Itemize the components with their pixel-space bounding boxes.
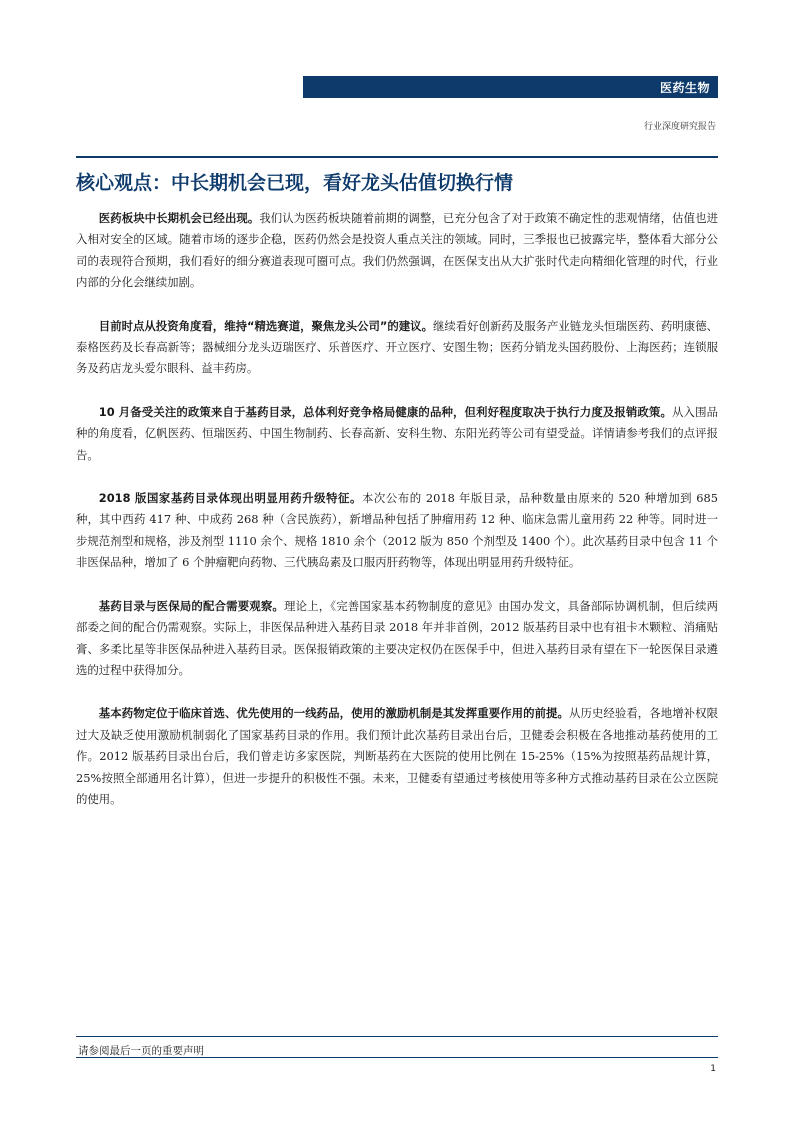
footer-divider-bottom [76,1057,718,1058]
report-type-label: 行业深度研究报告 [643,122,716,132]
paragraph-text: 本次公布的 2018 年版目录，品种数量由原来的 520 种增加到 685 种，其中西药 417 种、中成药 268 种（含民族药），新增品种包括了肿瘤用药 12 种、临床急需儿童用药 22 种等。同时进一步规范剂型和规格，涉及剂型 1110 余个、规格 1810 余个（2012 版为 850 个剂型及 1400 个）。此次基药目录中包含 11 个非医保品种，增加了 6 个肿瘤靶向药物、三代胰岛素及口服丙肝药物等，体现出明显用药升级特征。 [76,491,719,570]
paragraph-lead: 基本药物定位于临床首选、优先使用的一线药品，使用的激励机制是其发挥重要作用的前提。 [98,706,569,721]
paragraph [76,488,718,574]
paragraph-text: 从历史经验看，各地增补权限过大及缺乏使用激励机制弱化了国家基药目录的作用。我们预计此次基药目录出台后，卫健委会积极在各地推动基药使用的工作。2012 版基药目录出台后，我们曾走访多家医院，判断基药在大医院的使用比例在 15-25%（15%为按照基药品规计算，25%按照全部通用名计算），但进一步提升的积极性不强。未来，卫健委有望通过考核使用等多种方式推动基药目录在公立医院的使用。 [76,706,718,806]
paragraph-lead: 基药目录与医保局的配合需要观察。 [98,598,285,613]
paragraph-text: 我们认为医药板块随着前期的调整，已充分包含了对于政策不确定性的悲观情绪，估值也进入相对安全的区域。随着市场的逐步企稳，医药仍然会是投资人重点关注的领域。同时，三季报也已披露完毕，整体看大部分公司的表现符合预期，我们看好的细分赛道表现可圈可点。我们仍然强调，在医保支出从大扩张时代走向精细化管理的时代，行业内部的分化会继续加剧。 [76,211,718,290]
header-divider [76,156,718,158]
paragraph-lead: 10 月备受关注的政策来自于基药目录，总体利好竞争格局健康的品种，但利好程度取决于执行力度及报销政策。 [98,404,673,419]
paragraph-lead: 目前时点从投资角度看，维持“精选赛道，聚焦龙头公司”的建议。 [98,318,433,333]
disclaimer-notice: 请参阅最后一页的重要声明 [78,1045,204,1057]
page-number: 1 [710,1064,716,1074]
paragraph [76,316,718,380]
paragraph [76,596,718,682]
paragraph-lead: 2018 版国家基药目录体现出明显用药升级特征。 [98,491,362,506]
paragraph-text: 从入围品种的角度看，亿帆医药、恒瑞医药、中国生物制药、长春高新、安科生物、东阳光药等公司有望受益。详情请参考我们的点评报告。 [76,404,718,462]
paragraph [76,703,718,810]
header-sector-label: 医药生物 [659,81,710,95]
paragraph-text: 理论上，《完善国家基本药物制度的意见》由国办发文，具备部际协调机制，但后续两部委之间的配合仍需观察。实际上，非医保品种进入基药目录 2018 年并非首例，2012 版基药目录中也有祖卡木颗粒、消痛贴膏、多柔比星等非医保品种进入基药目录。医保报销政策的主要决定权仍在医保手中，但进入基药目录有望在下一轮医保目录遴选的过程中获得加分。 [76,598,718,677]
page-title: 核心观点：中长期机会已现，看好龙头估值切换行情 [76,172,514,194]
paragraph-lead: 医药板块中长期机会已经出现。 [98,211,260,225]
header-sector-bar [303,76,718,98]
paragraph-text: 继续看好创新药及服务产业链龙头恒瑞医药、药明康德、泰格医药及长春高新等；器械细分龙头迈瑞医疗、乐普医疗、开立医疗、安图生物；医药分销龙头国药股份、上海医药；连锁服务及药店龙头爱尔眼科、益丰药房。 [76,318,718,376]
paragraph [76,208,718,294]
report-body [76,208,718,832]
paragraph [76,402,718,466]
footer-divider [76,1036,718,1037]
